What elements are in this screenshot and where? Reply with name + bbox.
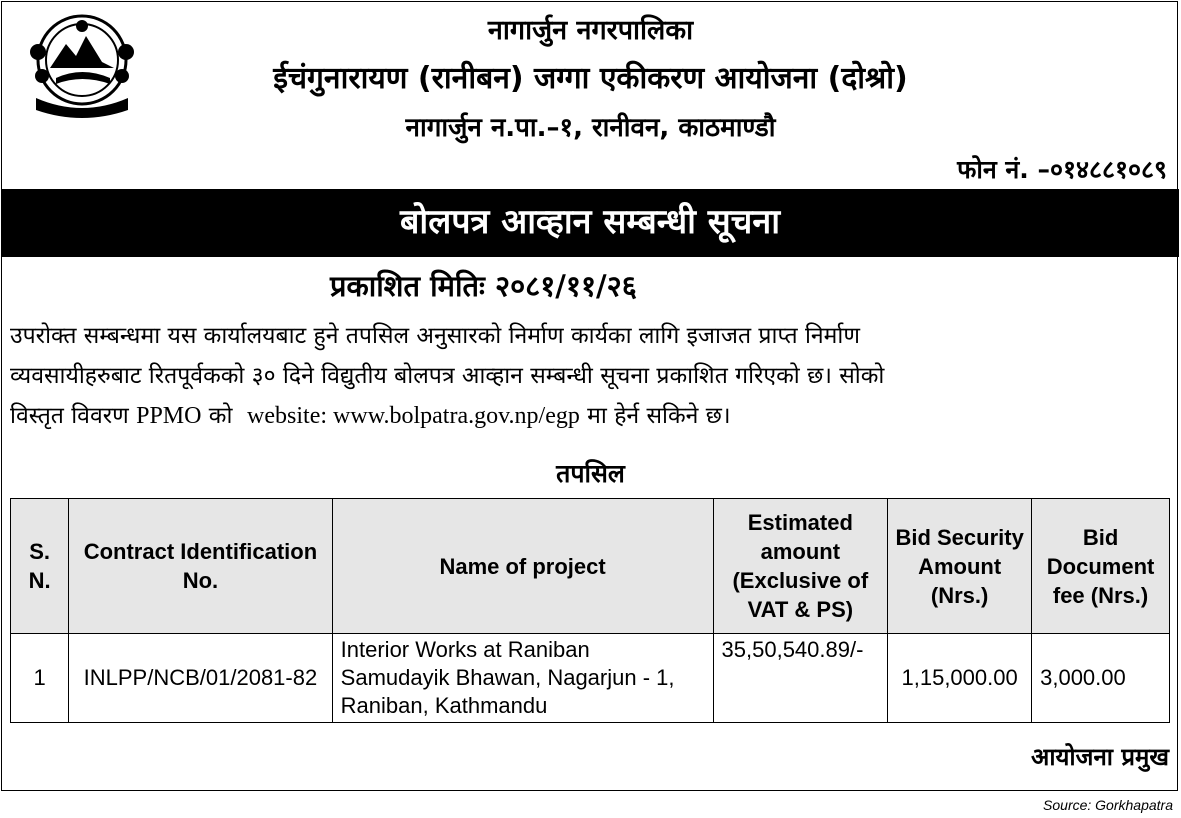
ppmo-text: PPMO [136, 403, 202, 429]
phone-number: फोन नं. –०१४८८१०८९ [957, 155, 1167, 184]
col-bid-document-fee: Bid Document fee (Nrs.) [1032, 499, 1170, 634]
body-line-1: उपरोक्त सम्बन्धमा यस कार्यालयबाट हुने तपसिल अनुसारको निर्माण कार्यका लागि इजाजत प्राप्त निर्माण [10, 323, 861, 349]
website-link[interactable]: website: www.bolpatra.gov.np/egp [247, 403, 580, 429]
office-address: नागार्जुन न.पा.–१, रानीवन, काठमाण्डौ [405, 113, 776, 143]
body-line-3 [10, 396, 1170, 436]
cell-contract-id: INLPP/NCB/01/2081-82 [69, 634, 332, 723]
body-line-3-c: मा हेर्न सकिने छ। [587, 403, 731, 429]
col-bid-security: Bid Security Amount (Nrs.) [888, 499, 1032, 634]
col-contract-id: Contract Identification No. [69, 499, 332, 634]
col-sn: S. N. [11, 499, 69, 634]
cell-sn: 1 [11, 634, 69, 723]
published-date: प्रकाशित मितिः २०८१/११/२६ [330, 269, 637, 303]
notice-title-banner: बोलपत्र आव्हान सम्बन्धी सूचना [1, 189, 1179, 257]
col-estimated-amount: Estimated amount (Exclusive of VAT & PS) [713, 499, 888, 634]
table-row [11, 634, 1170, 723]
body-line-3-a: विस्तृत विवरण [10, 403, 129, 429]
municipality-name: नागार्जुन नगरपालिका [487, 15, 694, 46]
body-line-3-b: को [208, 403, 233, 429]
body-line-2: व्यवसायीहरुबाट रितपूर्वकको ३० दिने विद्युतीय बोलपत्र आव्हान सम्बन्धी सूचना प्रकाशित गरिएको छ। सोको [10, 363, 885, 389]
project-office-name: ईचंगुनारायण (रानीबन) जग्गा एकीकरण आयोजना (दोश्रो) [273, 61, 908, 96]
bid-details-table [10, 498, 1170, 723]
cell-estimated-amount: 35,50,540.89/- [713, 634, 888, 723]
table-header-row [11, 499, 1170, 634]
source-credit: Source: Gorkhapatra [1043, 797, 1173, 813]
signatory: आयोजना प्रमुख [1030, 743, 1169, 771]
col-project-name: Name of project [332, 499, 713, 634]
cell-project-name: Interior Works at Raniban Samudayik Bhawan, Nagarjun - 1, Raniban, Kathmandu [332, 634, 713, 723]
cell-bid-security: 1,15,000.00 [888, 634, 1032, 723]
notice-body [10, 316, 1170, 436]
cell-bid-document-fee: 3,000.00 [1032, 634, 1170, 723]
table-heading: तपसिल [556, 459, 625, 488]
